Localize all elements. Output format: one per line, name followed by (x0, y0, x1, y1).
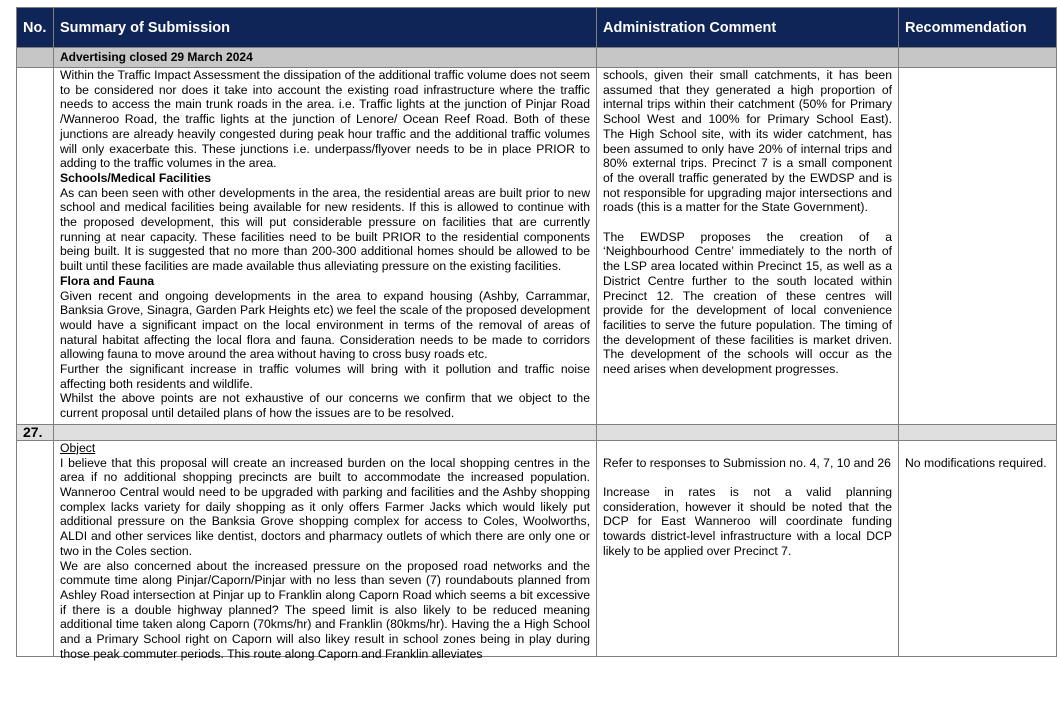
summary-paragraph: Within the Traffic Impact Assessment the dissipation of the additional traffic volume does not seem to be considered nor does it take into account the existing road infrastructure where the traffic needs to access the main trunk roads in the area. i.e. Traffic lights at the junction of Pinjar Road /Wanneroo Road, the traffic lights at the junction of Lenore/ Ocean Reef Road. Both of these junctions are already heavily congested during peak hour traffic and the additional traffic volumes will only exacerbate this. These junctions i.e. underpass/flyover needs to be in place PRIOR to adding to the traffic volumes in the area. (60, 68, 590, 171)
admin-comment-cell (597, 440, 899, 656)
submission-number-cell (17, 68, 54, 425)
summary-paragraph: Given recent and ongoing developments in the area to expand housing (Ashby, Carrammar, Banksia Grove, Sinagra, Garden Park Heights etc) we feel the scale of the proposed development would have a significant impact on the local environment in terms of the removal of areas of natural habitat affecting the local flora and fauna. Consideration needs to be made to corridors allowing fauna to move around the area without having to cross busy roads etc. (60, 288, 590, 362)
column-header-recommendation: Recommendation (899, 8, 1057, 48)
column-header-summary: Summary of Submission (54, 8, 597, 48)
admin-comment-cell (597, 68, 899, 425)
submission-stance: Object (60, 440, 96, 455)
admin-paragraph: The EWDSP proposes the creation of a ‘Neighbourhood Centre’ immediately to the north of the LSP area located within Precinct 15, as well as a District Centre further to the south located within Precinct 12. The creation of these centres will provide for the development of local convenience facilities to serve the future population. The timing of the development of these facilities is market driven. The development of the schools will occur as the need arises when development progresses. (603, 229, 892, 377)
recommendation-cell (899, 440, 1057, 656)
number-row-rec-cell (899, 424, 1057, 440)
advertising-closed-row (17, 48, 1057, 68)
submission-row-27 (17, 440, 1057, 656)
advertising-closed-label: Advertising closed 29 March 2024 (54, 48, 597, 68)
admin-paragraph: Increase in rates is not a valid planning consideration, however it should be noted that the DCP for East Wanneroo will coordinate funding towards district-level infrastructure with a local DCP likely to be applied over Precinct 7. (603, 484, 892, 558)
submissions-table (16, 7, 1057, 661)
summary-paragraph: Whilst the above points are not exhaustive of our concerns we confirm that we object to the current proposal until detailed plans of how the issues are to be resolved. (60, 391, 590, 421)
summary-heading-flora: Flora and Fauna (60, 273, 155, 288)
recommendation-text: No modifications required. (905, 455, 1047, 470)
advertising-rec-cell (899, 48, 1057, 68)
table-header-row (17, 8, 1057, 48)
number-row-summary-cell (54, 424, 597, 440)
summary-paragraph: As can been seen with other developments in the area, the residential areas are built prior to new school and medical facilities being available for new residents. If this is allowed to continue with the proposed development, this will put considerable pressure on facilities that are currently running at near capacity. These facilities need to be built PRIOR to the residential components being built. It is suggested that no more than 200-300 additional homes should be allowed to be built until these facilities are made available thus alleviating pressure on the existing facilities. (60, 185, 590, 274)
number-row-admin-cell (597, 424, 899, 440)
column-header-no: No. (17, 8, 54, 48)
advertising-admin-cell (597, 48, 899, 68)
summary-paragraph: I believe that this proposal will create an increased burden on the local shopping centres in the area if no additional shopping precincts are built to accommodate the increased population. Wanneroo Central would need to be upgraded with parking and facilities and the Ashby shopping complex lacks variety for daily shopping as it only offers Farmer Jacks which would likely put additional pressure on the Banksia Grove shopping complex for access to Coles, Woolworths, ALDI and other services like dentist, doctors and pharmacy outlets of which there are only one or two in the Coles section. (60, 455, 590, 558)
summary-heading-schools: Schools/Medical Facilities (60, 170, 212, 185)
recommendation-cell (899, 68, 1057, 425)
submission-summary-cell (54, 440, 597, 661)
submission-number-cell (17, 440, 54, 656)
submission-summary-cell (54, 68, 597, 425)
admin-paragraph: Refer to responses to Submission no. 4, 7, 10 and 26 (603, 455, 891, 470)
summary-paragraph: We are also concerned about the increased pressure on the proposed road networks and the commute time along Pinjar/Caporn/Pinjar with no less than seven (7) roundabouts planned from Ashley Road intersection at Pinjar up to Franklin along Caporn Road which seems a bit excessive if there is a double highway planned? The speed limit is also likely to be reduced meaning additional time taken along Caporn (70kms/hr) and Franklin (80kms/hr). Having the a High School and a Primary School right on Caporn will also likey result in school zones being in play during those peak commuter periods. This route along Caporn and Franklin alleviates (60, 558, 590, 661)
submission-27-number-row (17, 424, 1057, 440)
admin-paragraph: schools, given their small catchments, it has been assumed that they generated a high proportion of internal trips within their catchment (50% for Primary School West and 100% for Primary School East). The High School site, with its wider catchment, has been assumed to only have 20% of internal trips and 80% external trips. Precinct 7 is a small component of the overall traffic generated by the EWDSP and is not responsible for upgrading major intersections and roads (this is a matter for the State Government). (603, 68, 892, 215)
submission-number: 27. (17, 424, 54, 440)
summary-paragraph: Further the significant increase in traffic volumes will bring with it pollution and traffic noise affecting both residents and wildlife. (60, 362, 590, 391)
advertising-no-cell (17, 48, 54, 68)
column-header-admin-comment: Administration Comment (597, 8, 899, 48)
submission-row-26-continued (17, 68, 1057, 425)
